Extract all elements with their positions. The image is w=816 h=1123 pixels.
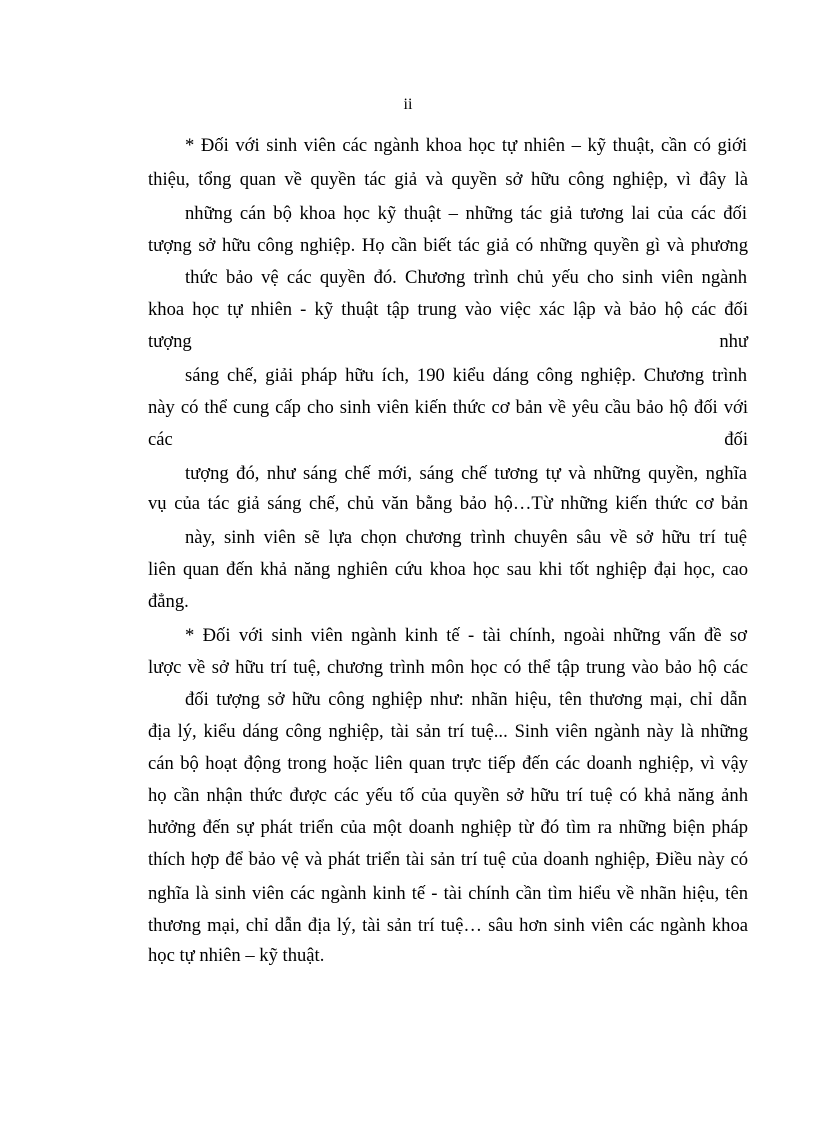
text-line-right: như [719,331,748,352]
text-line: liên quan đến khả năng nghiên cứu khoa học sau khi tốt nghiệp đại học, cao [148,559,748,580]
text-line: * Đối với sinh viên các ngành khoa học tự nhiên – kỹ thuật, cần có giới [185,135,747,156]
text-line: tượng đó, như sáng chế mới, sáng chế tương tự và những quyền, nghĩa [185,463,747,484]
text-line: lược về sở hữu trí tuệ, chương trình môn học có thể tập trung vào bảo hộ các [148,657,748,678]
text-line-split [148,426,748,454]
text-line: thiệu, tổng quan về quyền tác giả và quyền sở hữu công nghiệp, vì đây là [148,169,748,190]
text-line: địa lý, kiểu dáng công nghiệp, tài sản trí tuệ... Sinh viên ngành này là những [148,721,748,742]
text-line: sáng chế, giải pháp hữu ích, 190 kiểu dáng công nghiệp. Chương trình [185,365,747,386]
text-line: thương mại, chỉ dẫn địa lý, tài sản trí tuệ… sâu hơn sinh viên các ngành khoa [148,915,748,936]
text-line-left: tượng [148,331,192,352]
text-line: này có thể cung cấp cho sinh viên kiến thức cơ bản về yêu cầu bảo hộ đối với [148,397,748,418]
text-line: đẳng. [148,591,189,612]
text-line: những cán bộ khoa học kỹ thuật – những tác giả tương lai của các đối [185,203,747,224]
text-line: thích hợp để bảo vệ và phát triển tài sản trí tuệ của doanh nghiệp, Điều này có [148,849,748,870]
text-line: họ cần nhận thức được các yếu tố của quyền sở hữu trí tuệ có khả năng ảnh [148,785,748,806]
text-line-split [148,328,748,356]
text-line: đối tượng sở hữu công nghiệp như: nhãn hiệu, tên thương mại, chỉ dẫn [185,689,747,710]
text-line: khoa học tự nhiên - kỹ thuật tập trung vào việc xác lập và bảo hộ các đối [148,299,748,320]
text-line: nghĩa là sinh viên các ngành kinh tế - tài chính cần tìm hiểu về nhãn hiệu, tên [148,883,748,904]
text-line: cán bộ hoạt động trong hoặc liên quan trực tiếp đến các doanh nghiệp, vì vậy [148,753,748,774]
text-line: vụ của tác giả sáng chế, chủ văn bằng bảo hộ…Từ những kiến thức cơ bản [148,493,748,514]
text-line: hưởng đến sự phát triển của một doanh nghiệp từ đó tìm ra những biện pháp [148,817,748,838]
page-number: ii [403,96,413,113]
text-line: tượng sở hữu công nghiệp. Họ cần biết tác giả có những quyền gì và phương [148,235,748,256]
text-line: học tự nhiên – kỹ thuật. [148,945,325,966]
text-line-right: đối [724,429,748,450]
text-line: này, sinh viên sẽ lựa chọn chương trình chuyên sâu về sở hữu trí tuệ [185,527,747,548]
text-line: thức bảo vệ các quyền đó. Chương trình chủ yếu cho sinh viên ngành [185,267,747,288]
text-line: * Đối với sinh viên ngành kinh tế - tài chính, ngoài những vấn đề sơ [185,625,747,646]
text-line-left: các [148,429,173,450]
